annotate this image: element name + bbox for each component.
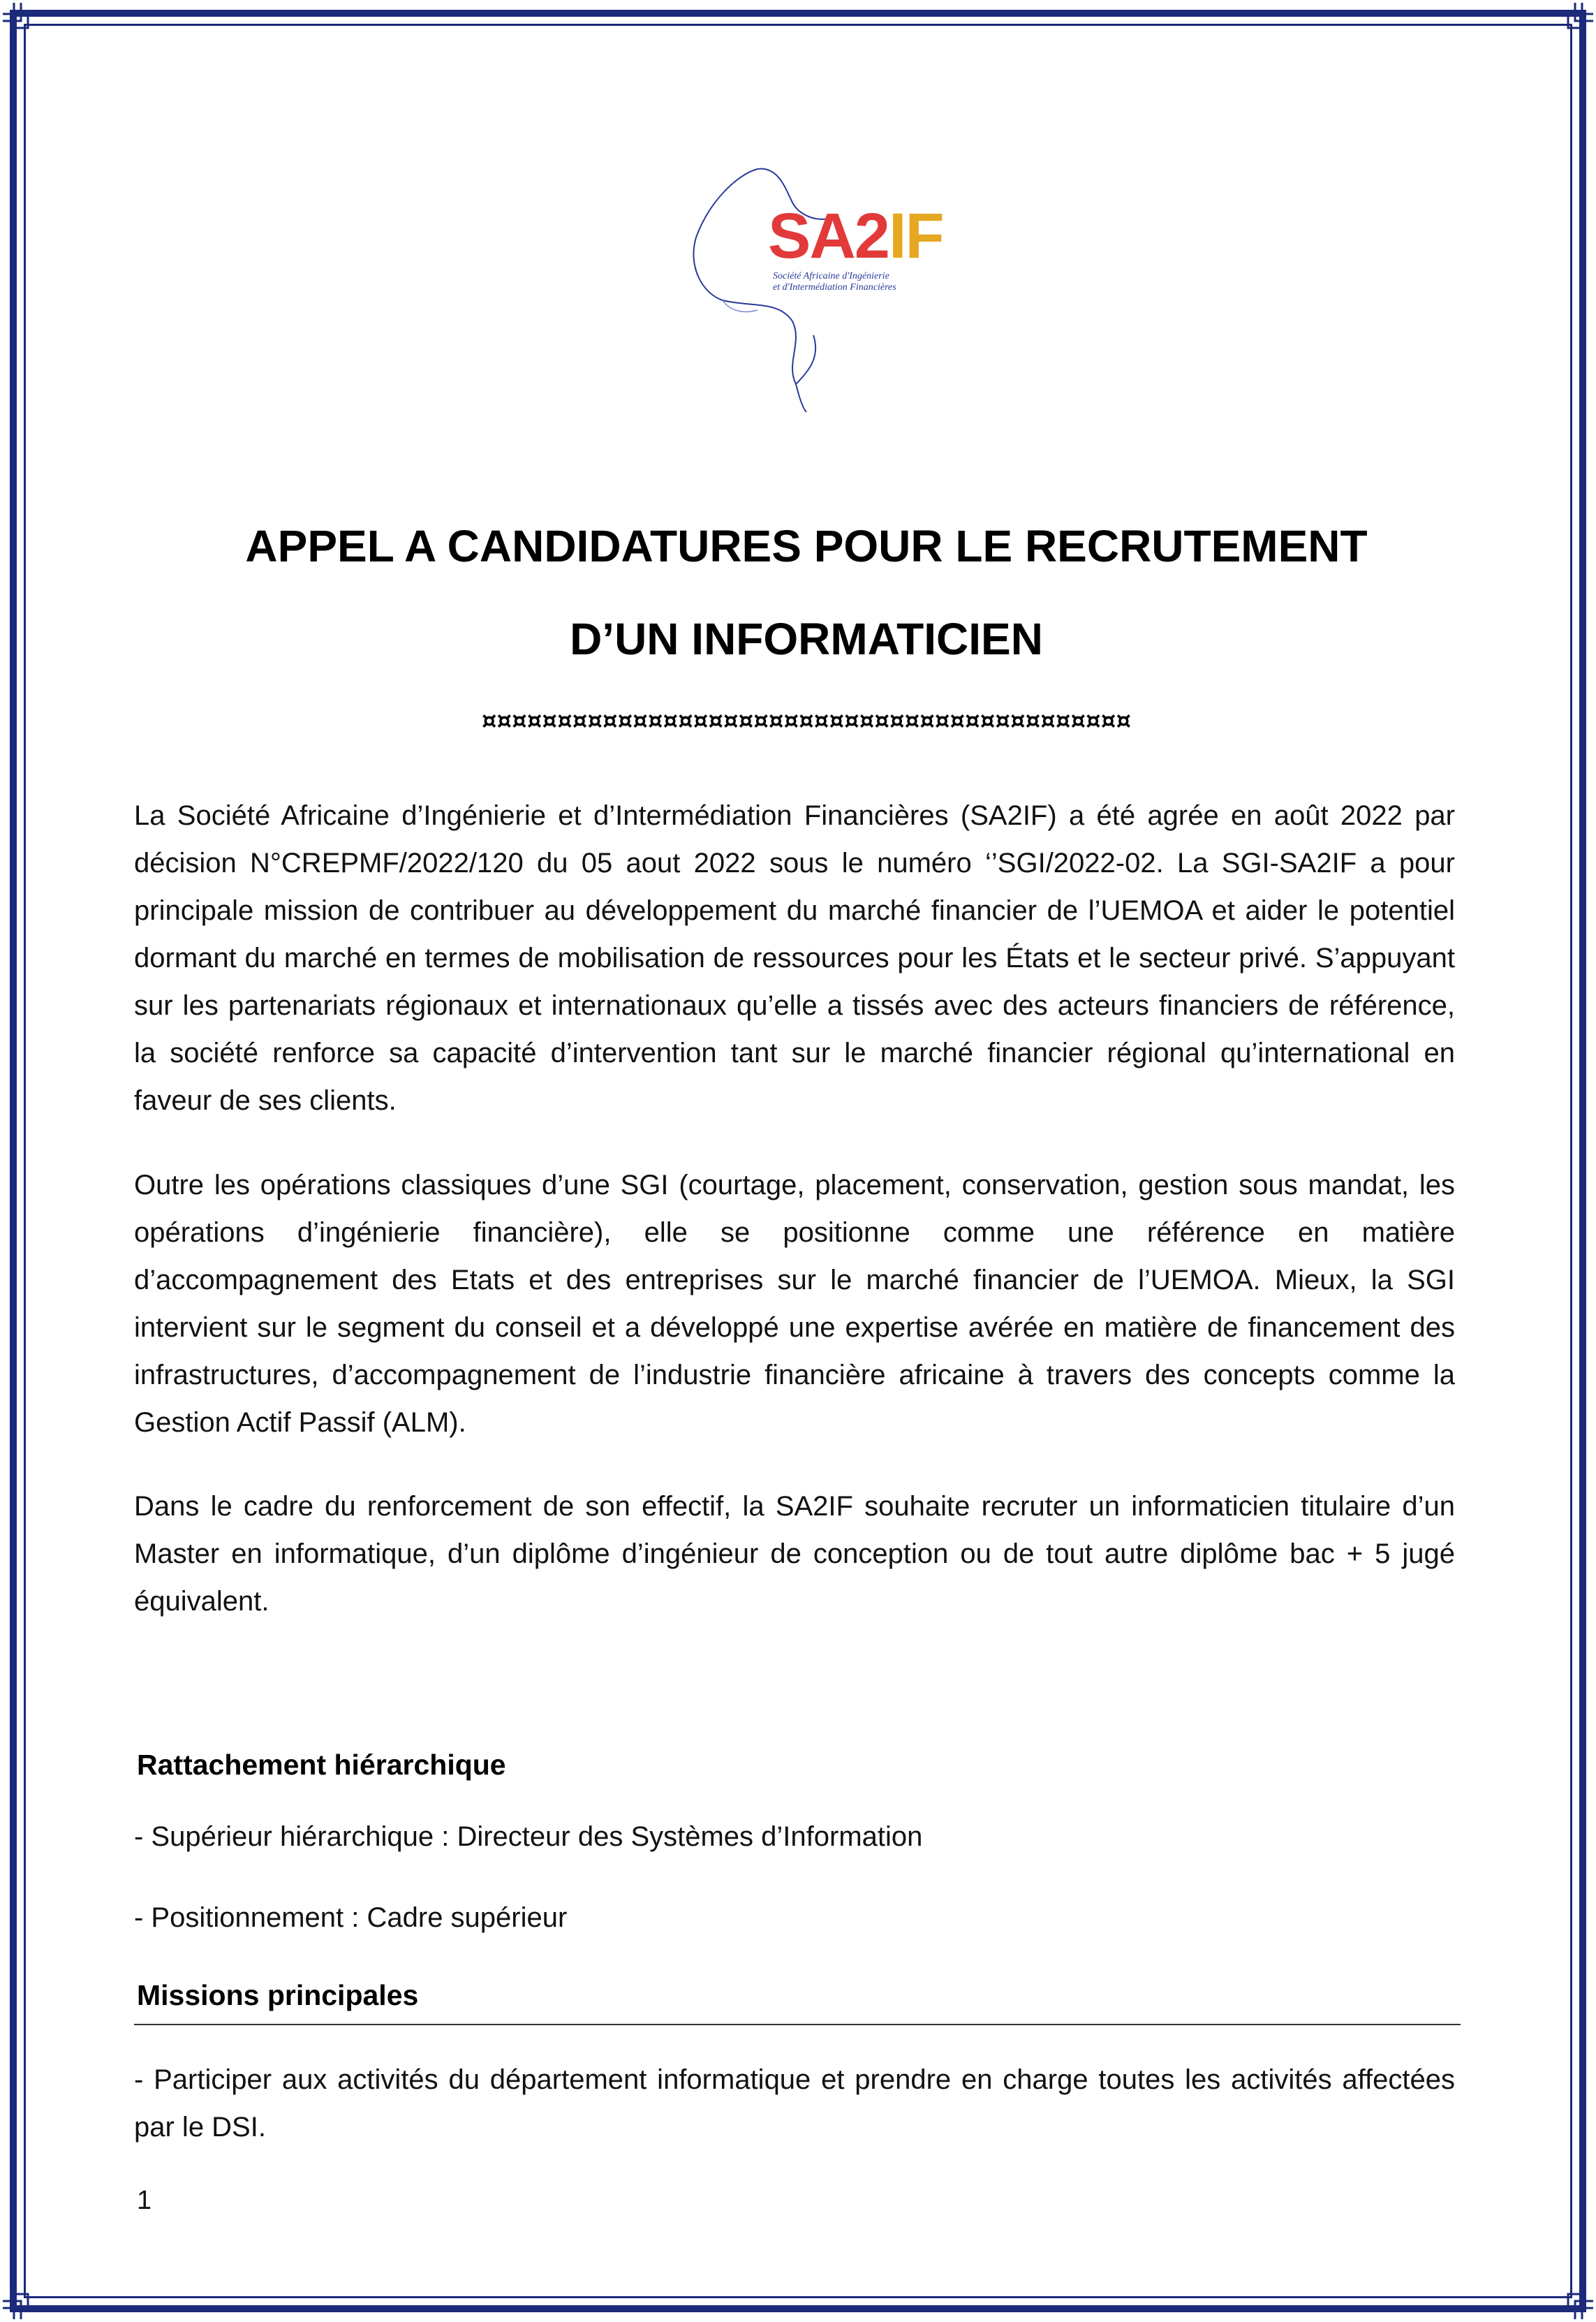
section-divider <box>134 2024 1461 2025</box>
corner-ornament-top-left <box>0 0 42 42</box>
mission-item: - Participer aux activités du département informatique et prendre en charge toutes les activités affectées par le DSI. <box>134 2064 1455 2143</box>
missions-heading: Missions principales <box>137 1979 419 2011</box>
document-title-line-1: APPEL A CANDIDATURES POUR LE RECRUTEMENT <box>245 521 1368 571</box>
corner-ornament-bottom-left <box>0 2280 42 2322</box>
page-number: 1 <box>137 2186 152 2215</box>
title-separator: ¤¤¤¤¤¤¤¤¤¤¤¤¤¤¤¤¤¤¤¤¤¤¤¤¤¤¤¤¤¤¤¤¤¤¤¤¤¤¤¤¤¤¤ <box>481 707 1132 735</box>
positionnement-line: - Positionnement : Cadre supérieur <box>134 1902 568 1933</box>
rattachement-heading: Rattachement hiérarchique <box>137 1749 506 1781</box>
company-logo <box>681 161 943 419</box>
document-title-line-2: D’UN INFORMATICIEN <box>570 614 1043 664</box>
superieur-line: - Supérieur hiérarchique : Directeur des Systèmes d’Information <box>134 1821 923 1852</box>
activities-paragraph: Outre les opérations classiques d’une SGI (courtage, placement, conservation, gestion sous mandat, les opérations d’ingénierie financière), elle se positionne comme une référence en matière d’accompagnement des Etats et des entreprises sur le marché financier de l’UEMOA. Mieux, la SGI intervient sur le segment du conseil et a développé une expertise avérée en matière de financement des infrastructures, d’accompagnement de l’industrie financière africaine à travers des concepts comme la Gestion Actif Passif (ALM). <box>134 1170 1455 1438</box>
recruitment-paragraph: Dans le cadre du renforcement de son effectif, la SA2IF souhaite recruter un informaticien titulaire d’un Master en informatique, d’un diplôme d’ingénieur de conception ou de tout autre diplôme bac + 5 jugé équivalent. <box>134 1491 1455 1617</box>
logo-subtitle: Société Africaine d'Ingénierie et d'Intermédiation Financières <box>773 271 896 293</box>
corner-ornament-bottom-right <box>1554 2280 1596 2322</box>
logo-wordmark: SA2IF <box>768 200 943 272</box>
intro-paragraph: La Société Africaine d’Ingénierie et d’Intermédiation Financières (SA2IF) a été agrée en août 2022 par décision N°CREPMF/2022/120 du 05 aout 2022 sous le numéro ‘’SGI/2022-02. La SGI-SA2IF a pour principale mission de contribuer au développement du marché financier de l’UEMOA et aider le potentiel dormant du marché en termes de mobilisation de ressources pour les États et le secteur privé. S’appuyant sur les partenariats régionaux et internationaux qu’elle a tissés avec des acteurs financiers de référence, la société renforce sa capacité d’intervention tant sur le marché financier régional qu’international en faveur de ses clients. <box>134 800 1455 1116</box>
corner-ornament-top-right <box>1554 0 1596 42</box>
